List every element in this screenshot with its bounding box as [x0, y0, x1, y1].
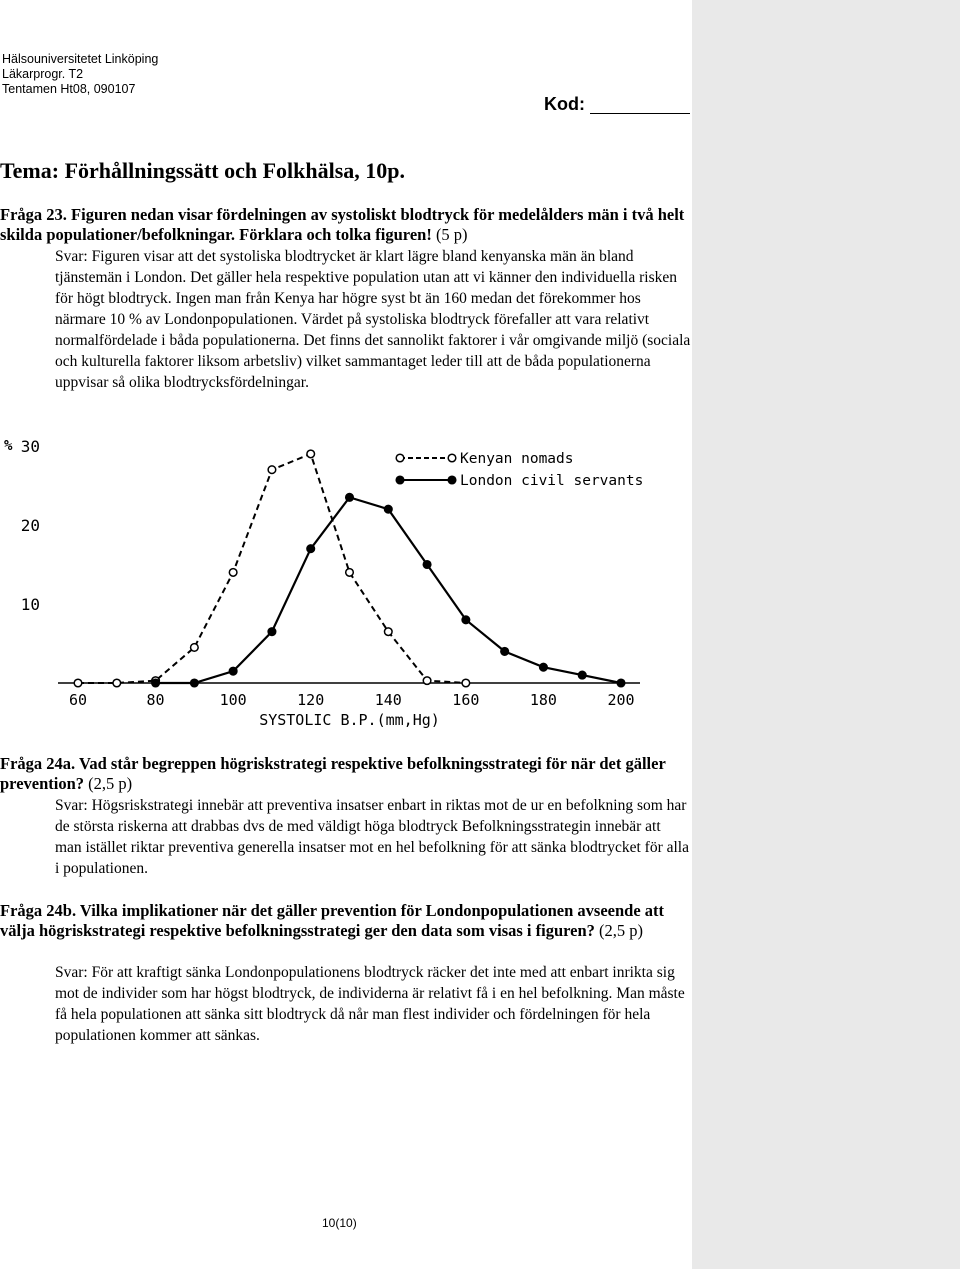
question-24a-text: Fråga 24a. Vad står begreppen högriskstrategi respektive befolkningsstrategi för när det gäller prevention?	[0, 754, 666, 793]
data-point-kenyan	[229, 569, 237, 577]
question-23	[0, 205, 688, 244]
blood-pressure-chart	[0, 430, 690, 735]
page-number: 10(10)	[322, 1216, 357, 1230]
data-point-london	[423, 561, 431, 569]
question-24b	[0, 901, 688, 940]
data-point-kenyan	[423, 677, 431, 685]
question-24a-points: (2,5 p)	[84, 773, 133, 793]
data-point-london	[268, 628, 276, 636]
header-line-program: Läkarprogr. T2	[2, 67, 84, 81]
legend-marker	[448, 454, 456, 462]
data-point-london	[307, 545, 315, 553]
answer-23: Svar: Figuren visar att det systoliska blodtrycket är klart lägre bland kenyanska män än bland tjänstemän i London. Det gäller hela respektive population utan att vi känner den individuella risken för högt blodtryck. Ingen man från Kenya har högre syst bt än 160 medan det förekommer hos närmare 10 % av Londonpopulationen. Värdet på systoliska blodtryck förefaller att vara relativt normalfördelade i båda populationerna. Det finns det sannolikt faktorer i vår omgivande miljö (sociala och kulturella faktorer liksom arbetsliv) vilket sammantaget leder till att de båda populationerna uppvisar så olika blodtrycksfördelningar.	[55, 248, 691, 391]
kod-label: Kod:	[544, 94, 585, 114]
legend-label: London civil servants	[460, 473, 644, 489]
x-tick-label: 140	[374, 691, 402, 709]
data-point-kenyan	[384, 628, 392, 636]
comment-margin	[692, 0, 960, 1269]
page-title: Tema: Förhållningssätt och Folkhälsa, 10p.	[0, 158, 406, 183]
data-point-kenyan	[346, 569, 354, 577]
x-tick-label: 80	[146, 691, 165, 709]
x-tick-label: 100	[219, 691, 247, 709]
data-point-london	[384, 505, 392, 513]
y-tick-label: 30	[20, 437, 40, 456]
answer-24a: Svar: Högsriskstrategi innebär att preventiva insatser enbart in riktas mot de ur en befolkning som har de största riskerna att drabbas dvs de med väldigt höga blodtryck Befolkningsstrategin innebär att man istället riktar preventiva generella insatser mot en hel befolkning för att sänka blodtrycket för alla i populationen.	[55, 797, 689, 877]
x-tick-label: 60	[68, 691, 88, 709]
question-23-text: Fråga 23. Figuren nedan visar fördelningen av systoliskt blodtryck för medelålders män i två helt skilda populationer/befolkningar. Förklara och tolka figuren!	[0, 205, 685, 244]
legend-marker	[396, 454, 404, 462]
x-tick-label: 160	[452, 691, 480, 709]
answer-24b: Svar: För att kraftigt sänka Londonpopulationens blodtryck räcker det inte med att enbart inrikta sig mot de individer som har högst blodtryck, de individerna är relativt få i en hel befolkning. Man måste få hela populationen att sänka sitt blodtryck då når man flest individer och fördelningen för hela populationen kommer att sänkas.	[55, 964, 685, 1044]
legend-marker	[396, 476, 404, 484]
question-24b-points: (2,5 p)	[594, 920, 644, 940]
data-point-kenyan	[307, 450, 315, 458]
data-point-london	[462, 616, 470, 624]
question-24b-text: Fråga 24b. Vilka implikationer när det gäller prevention för Londonpopulationen avseende att välja högriskstrategi respektive befolkningsstrategi ger den data som visas i figuren?	[0, 901, 665, 940]
data-point-kenyan	[113, 679, 121, 687]
y-axis-label: %	[4, 438, 13, 454]
x-tick-label: 180	[529, 691, 557, 709]
data-point-london	[152, 679, 160, 687]
question-24a	[0, 754, 688, 793]
y-tick-label: 20	[20, 516, 40, 535]
data-point-london	[191, 679, 199, 687]
header-line-exam: Tentamen Ht08, 090107	[2, 82, 136, 96]
data-point-london	[229, 667, 237, 675]
data-point-kenyan	[462, 679, 470, 687]
data-point-kenyan	[268, 466, 276, 474]
x-tick-label: 200	[607, 691, 635, 709]
header-line-university: Hälsouniversitetet Linköping	[2, 52, 159, 66]
legend-marker	[448, 476, 456, 484]
series-line-london-civil-servants	[156, 497, 621, 683]
kod-fill-line	[590, 113, 690, 114]
document-header	[2, 52, 158, 97]
data-point-london	[501, 648, 509, 656]
series-line-kenyan-nomads	[78, 454, 466, 683]
y-tick-label: 10	[20, 595, 40, 614]
x-axis-label: SYSTOLIC B.P.(mm,Hg)	[259, 711, 440, 729]
data-point-london	[617, 679, 625, 687]
data-point-kenyan	[191, 644, 199, 652]
data-point-london	[540, 663, 548, 671]
question-23-points: (5 p)	[431, 224, 468, 244]
data-point-london	[578, 671, 586, 679]
data-point-london	[346, 494, 354, 502]
legend-label: Kenyan nomads	[460, 451, 574, 467]
x-tick-label: 120	[297, 691, 325, 709]
data-point-kenyan	[74, 679, 82, 687]
